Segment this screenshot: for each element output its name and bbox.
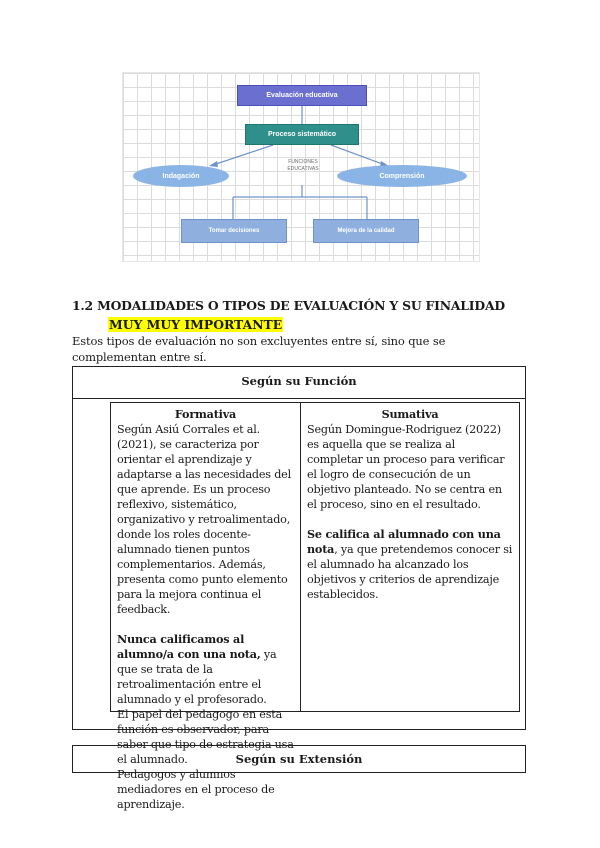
box-tomar-decisiones: Tomar decisiones	[181, 219, 287, 243]
table-funcion-divider	[73, 398, 525, 399]
sumativa-title: Sumativa	[381, 407, 439, 421]
formativa-bold-statement: Nunca calificamos al alumno/a con una nota,	[117, 632, 261, 661]
sumativa-bold-statement: Se califica al alumnado con una nota	[307, 527, 501, 556]
sumativa-column	[301, 403, 519, 711]
sumativa-paragraph-1: Según Domingue-Rodriguez (2022) es aquella que se realiza al completar un proceso para verificar el logro de consecución de un objetivo planteado. No se centra en el proceso, sino en el resultado.	[307, 423, 505, 511]
funciones-educativas-label: FUNCIONES EDUCATIVAS	[287, 159, 319, 172]
paragraph-gap	[117, 617, 294, 632]
paragraph-gap	[307, 512, 513, 527]
ellipse-comprension: Comprensión	[337, 165, 467, 187]
intro-paragraph: Estos tipos de evaluación no son excluyentes entre sí, sino que se complementan entre sí.	[72, 334, 446, 364]
table-extension-title: Según su Extensión	[235, 752, 363, 766]
evaluation-diagram	[122, 72, 480, 262]
ellipse-indagacion: Indagación	[133, 165, 229, 187]
formativa-paragraph-1: Según Asiú Corrales et al. (2021), se caracteriza por orientar el aprendizaje y adaptarse a las necesidades del que aprende. Es un proceso reflexivo, sistemático, organizativo y retroalimentado, donde los roles docente-alumnado tienen puntos complementarios. Además, presenta como punto elemento para la mejora continua el feedback.	[117, 423, 291, 616]
connector-proceso-comprension	[331, 145, 385, 165]
formativa-statement-rest: ya que se trata de la retroalimentación entre el alumnado y el profesorado.	[117, 648, 277, 706]
sumativa-statement-rest: , ya que pretendemos conocer si el alumnado ha alcanzado los objetivos y criterios de aprendizaje establecidos.	[307, 543, 513, 601]
box-mejora-calidad: Mejora de la calidad	[313, 219, 419, 243]
formativa-paragraph-2	[117, 632, 294, 707]
formativa-title: Formativa	[174, 407, 237, 421]
box-evaluacion-educativa: Evaluación educativa	[237, 85, 367, 106]
connector-proceso-indagacion	[213, 145, 273, 165]
table-segun-extension	[72, 745, 526, 773]
important-highlight: MUY MUY IMPORTANTE	[109, 317, 283, 332]
arrowhead-indagacion	[209, 161, 218, 167]
box-proceso-sistematico: Proceso sistemático	[245, 124, 359, 145]
formativa-paragraph-3: El papel del pedagogo en esta función es observador, para saber que tipo de estrategia usa el alumnado.	[117, 708, 294, 766]
formativa-paragraph-4: Pedagogos y alumnos mediadores en el proceso de aprendizaje.	[117, 768, 275, 811]
table-funcion-title: Según su Función	[241, 374, 357, 388]
sumativa-paragraph-2	[307, 527, 513, 602]
section-heading: 1.2 MODALIDADES O TIPOS DE EVALUACIÓN Y SU FINALIDAD	[72, 298, 505, 313]
